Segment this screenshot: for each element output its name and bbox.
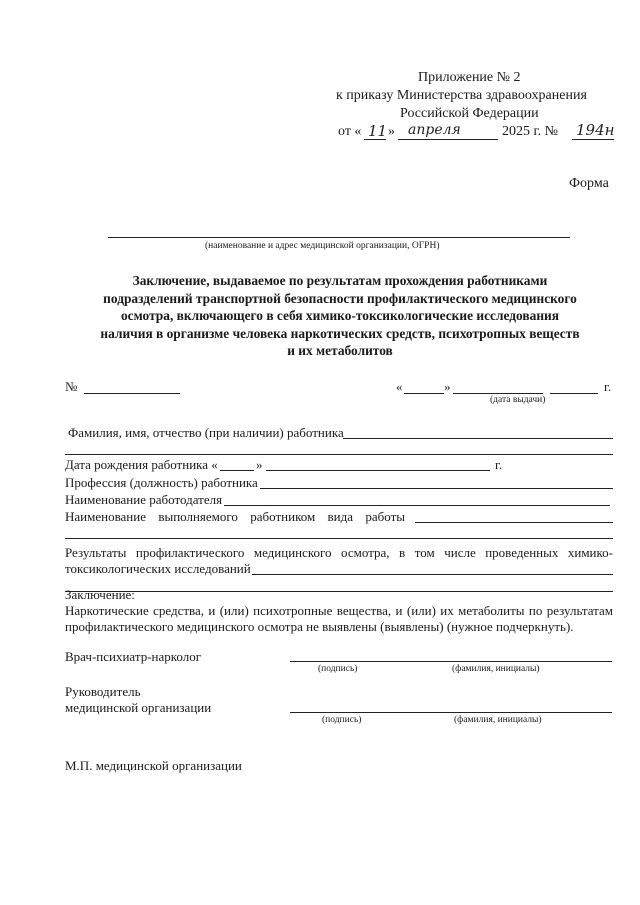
head-name-caption: (фамилия, инициалы): [454, 715, 542, 725]
issue-year-field[interactable]: [550, 393, 598, 394]
doctor-label: Врач-психиатр-нарколог: [65, 649, 202, 664]
order-date-row: [338, 121, 628, 144]
birth-year-suffix: г.: [495, 457, 503, 472]
work-type-field[interactable]: [415, 522, 613, 523]
birth-month-year-field[interactable]: [266, 470, 490, 471]
date-day-underline: [364, 139, 386, 140]
profession-label: Профессия (должность) работника: [65, 475, 258, 490]
issue-year-suffix: г.: [604, 379, 612, 394]
results-field[interactable]: [252, 574, 613, 575]
title-line: наличия в организме человека наркотических средств, психотропных веществ: [100, 325, 580, 341]
results-field-continuation[interactable]: [65, 591, 613, 592]
order-number-handwritten: 194н: [576, 121, 615, 139]
head-signature-caption: (подпись): [322, 715, 362, 725]
date-day-handwritten: 11: [368, 122, 388, 140]
stamp-label: М.П. медицинской организации: [65, 758, 242, 773]
head-signature-field[interactable]: [290, 712, 612, 713]
date-year: 2025 г. №: [502, 124, 559, 139]
order-number-underline: [572, 139, 614, 140]
doctor-signature-field[interactable]: [290, 661, 612, 662]
birth-day-field[interactable]: [220, 470, 254, 471]
order-reference: к приказу Министерства здравоохранения: [336, 88, 587, 103]
doctor-name-caption: (фамилия, инициалы): [452, 664, 540, 674]
title-line: и их метаболитов: [287, 343, 393, 358]
fio-label: Фамилия, имя, отчество (при наличии) работника: [68, 425, 344, 440]
federation-label: Российской Федерации: [400, 106, 539, 121]
number-field[interactable]: [84, 393, 180, 394]
organization-caption: (наименование и адрес медицинской организации, ОГРН): [205, 241, 440, 251]
date-prefix: от «: [338, 124, 362, 139]
results-label-line2: токсикологических исследований: [65, 561, 251, 576]
conclusion-line1: Наркотические средства, и (или) психотропные вещества, и (или) их метаболиты по результатам: [65, 603, 613, 618]
employer-label: Наименование работодателя: [65, 492, 223, 507]
issue-month-field[interactable]: [453, 393, 543, 394]
date-month-underline: [398, 139, 498, 140]
issue-quote-open: «: [396, 379, 403, 394]
head-label-line1: Руководитель: [65, 684, 141, 699]
form-label: Форма: [569, 176, 609, 191]
issue-date-caption: (дата выдачи): [490, 395, 546, 405]
issue-day-field[interactable]: [404, 393, 444, 394]
appendix-title: Приложение № 2: [418, 70, 521, 85]
employer-field[interactable]: [224, 505, 610, 506]
title-line: осмотра, включающего в себя химико-токсикологические исследования: [120, 308, 560, 323]
results-label-line1: Результаты профилактического медицинского осмотра, в том числе проведенных химико-: [65, 545, 613, 560]
organization-line: [108, 237, 570, 238]
date-mid: »: [388, 124, 395, 139]
conclusion-line2: профилактического медицинского осмотра не выявлены (выявлены) (нужное подчеркнуть).: [65, 619, 574, 634]
doctor-signature-caption: (подпись): [318, 664, 358, 674]
birth-date-label: Дата рождения работника «: [65, 457, 218, 472]
fio-field-continuation[interactable]: [65, 454, 613, 455]
head-label-line2: медицинской организации: [65, 700, 212, 715]
issue-quote-close: »: [444, 379, 451, 394]
conclusion-heading: Заключение:: [65, 587, 135, 602]
profession-field[interactable]: [260, 488, 613, 489]
title-line: Заключение, выдаваемое по результатам прохождения работниками: [132, 273, 548, 288]
fio-field[interactable]: [343, 438, 613, 439]
work-type-field-continuation[interactable]: [65, 538, 613, 539]
number-label: №: [65, 379, 78, 394]
date-month-handwritten: апреля: [408, 122, 461, 138]
document-title: [60, 272, 620, 360]
title-line: подразделений транспортной безопасности профилактического медицинского: [103, 290, 577, 306]
work-type-label: Наименование выполняемого работником вида работы: [65, 509, 405, 524]
birth-quote-close: »: [256, 457, 263, 472]
